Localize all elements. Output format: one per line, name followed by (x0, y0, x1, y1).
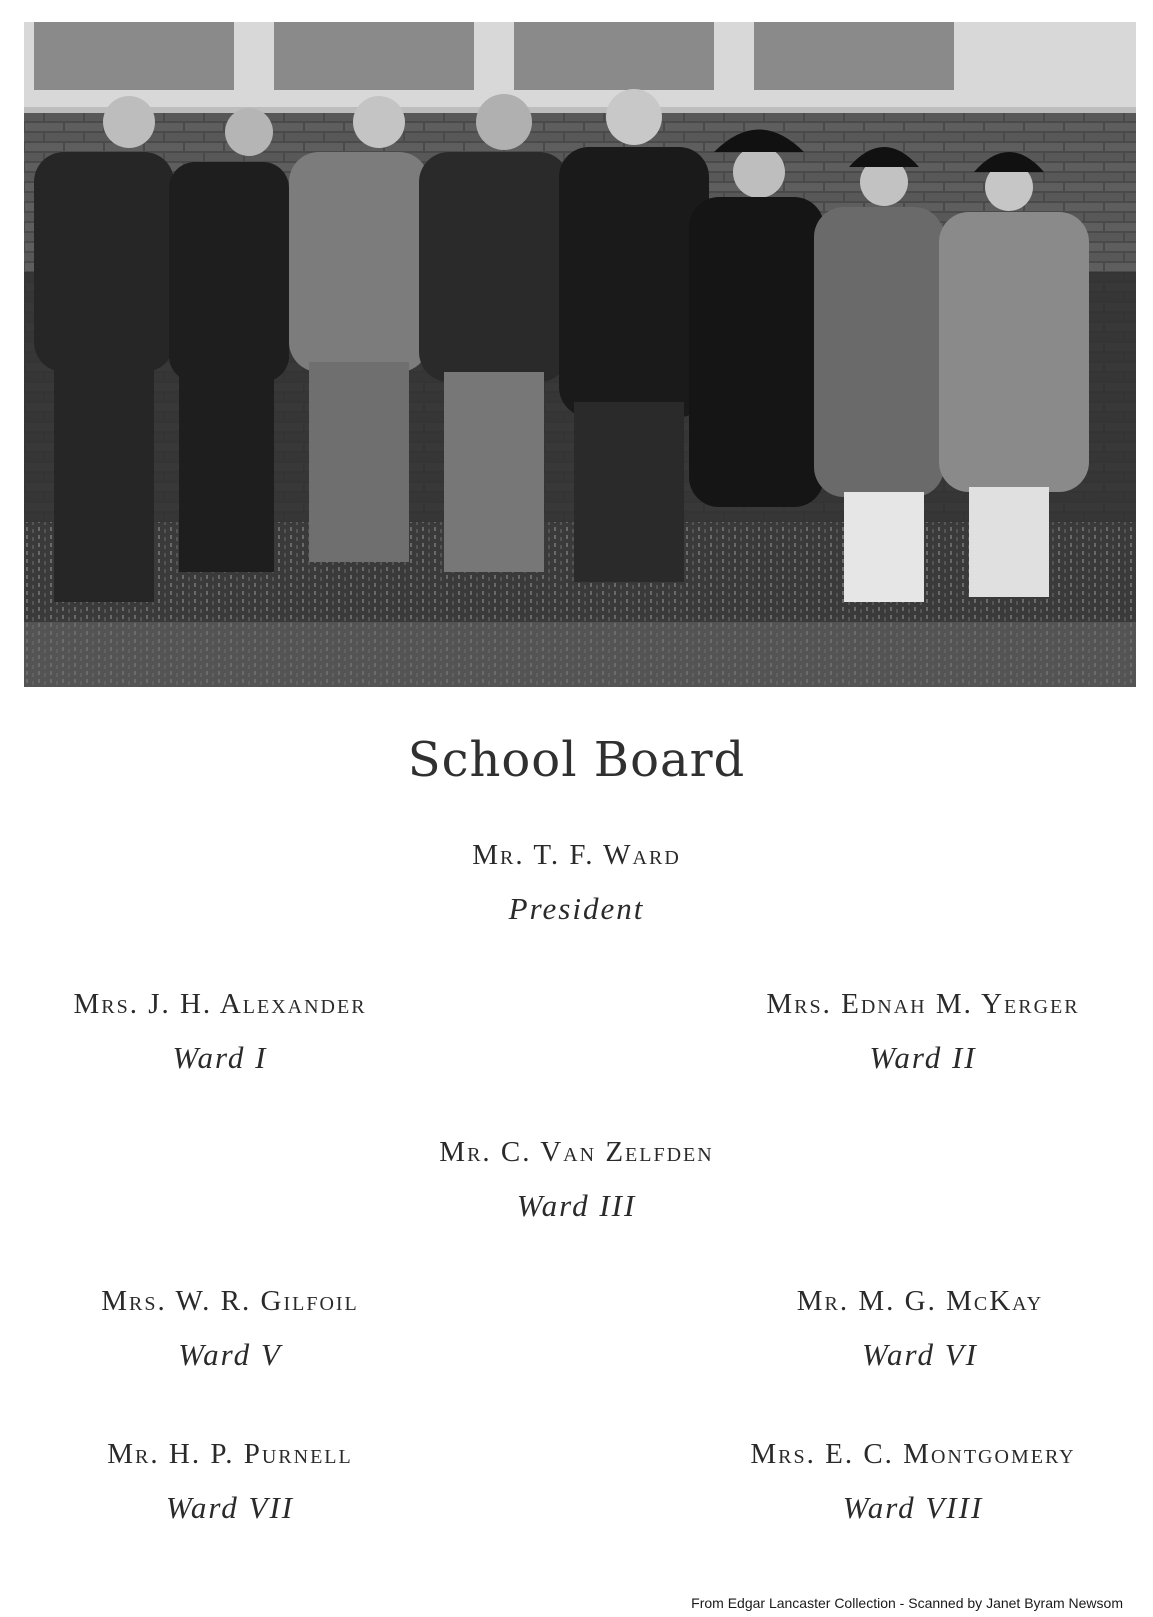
member-role: Ward VI (862, 1337, 978, 1372)
board-member-ward-5 (30, 1284, 430, 1372)
board-member-ward-2 (713, 987, 1133, 1075)
board-member-president (360, 838, 793, 926)
board-member-ward-3 (360, 1135, 793, 1223)
member-role: President (508, 891, 645, 926)
scan-credit: From Edgar Lancaster Collection - Scanned by Janet Byram Newsom (691, 1595, 1123, 1611)
page-title: School Board (407, 732, 746, 788)
member-role: Ward VIII (842, 1490, 984, 1525)
board-member-ward-8 (693, 1437, 1133, 1525)
board-member-ward-6 (720, 1284, 1120, 1372)
board-member-ward-7 (30, 1437, 430, 1525)
member-role: Ward V (178, 1337, 282, 1372)
member-name: Mr. H. P. Purnell (107, 1438, 353, 1470)
member-name: Mr. C. Van Zelfden (439, 1136, 714, 1168)
member-role: Ward VII (165, 1490, 295, 1525)
member-role: Ward II (869, 1040, 977, 1075)
group-photo (24, 22, 1136, 687)
board-member-ward-1 (20, 987, 420, 1075)
member-name: Mrs. W. R. Gilfoil (101, 1285, 359, 1317)
member-name: Mrs. E. C. Montgomery (750, 1438, 1076, 1470)
member-role: Ward I (172, 1040, 268, 1075)
member-name: Mrs. Ednah M. Yerger (766, 988, 1080, 1020)
member-role: Ward III (516, 1188, 637, 1223)
member-name: Mr. M. G. McKay (796, 1285, 1044, 1317)
member-name: Mr. T. F. Ward (472, 839, 681, 871)
member-name: Mrs. J. H. Alexander (73, 988, 367, 1020)
